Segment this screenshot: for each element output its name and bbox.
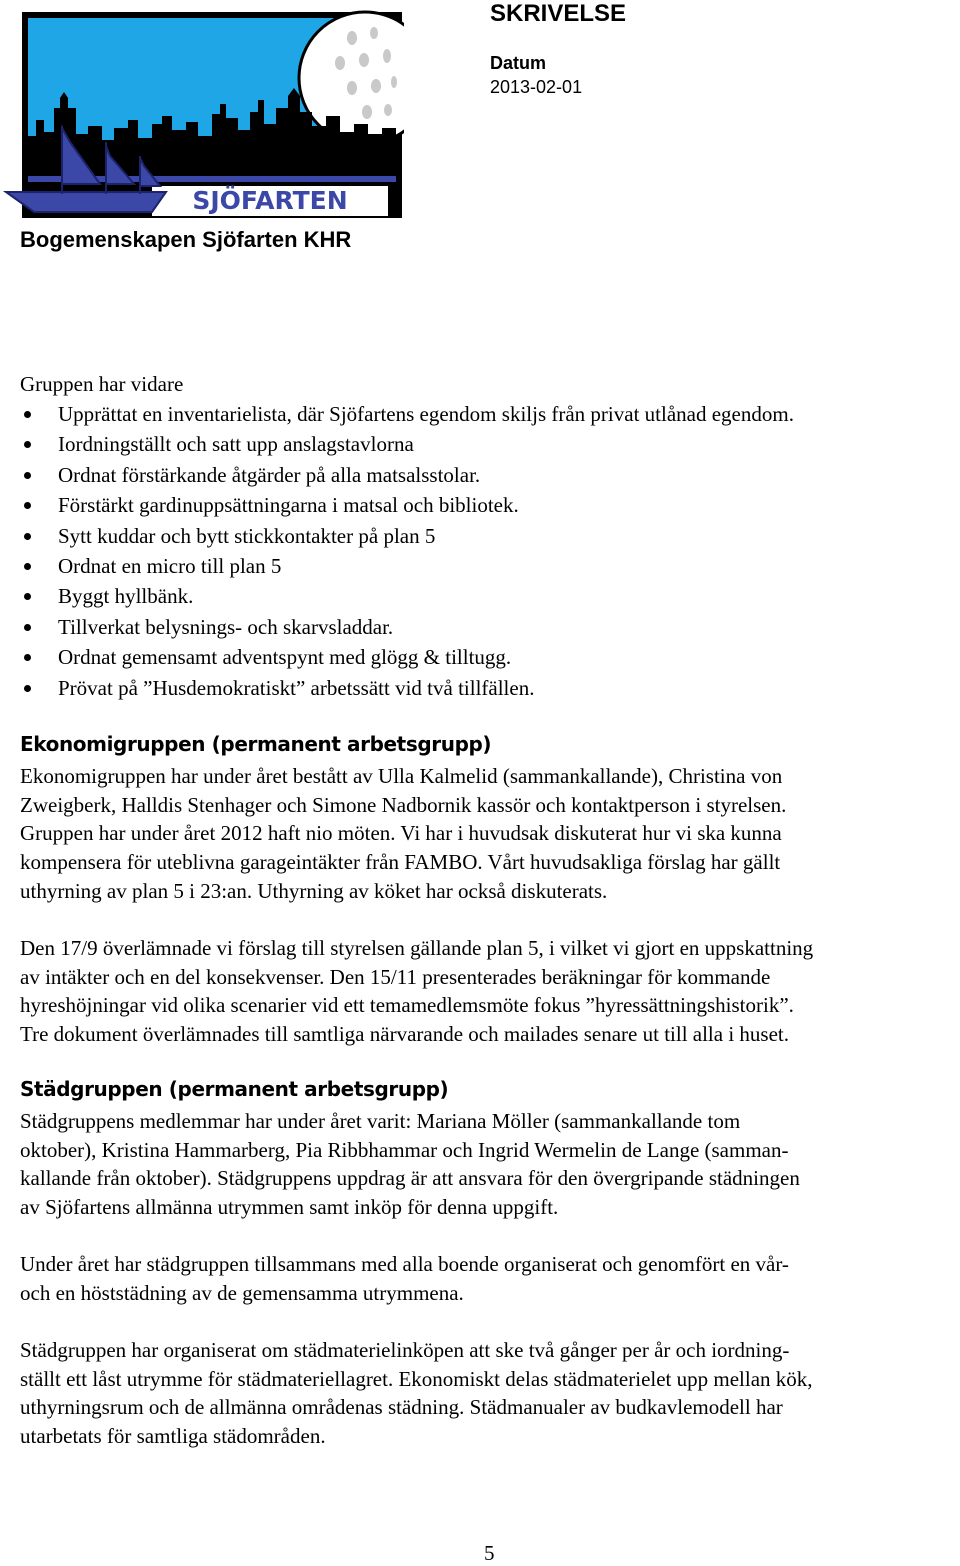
- list-item-text: Byggt hyllbänk.: [58, 584, 194, 609]
- bullet-icon: [24, 563, 31, 570]
- text-line: hyreshöjningar vid olika scenarier vid ett temamedlemsmöte fokus ”hyressättningshistorik”.: [20, 993, 794, 1018]
- list-item-text: Iordningställt och satt upp anslagstavlorna: [58, 432, 414, 457]
- organization-name: Bogemenskapen Sjöfarten KHR: [20, 227, 352, 252]
- bullet-icon: [24, 533, 31, 540]
- bullet-icon: [24, 654, 31, 661]
- text-line: Ekonomigruppen har under året bestått av Ulla Kalmelid (sammankallande), Christina von: [20, 764, 783, 788]
- text-line: av intäkter och en del konsekvenser. Den 15/11 presenterades beräkningar för kommande: [20, 964, 771, 989]
- text-line: av Sjöfartens allmänna utrymmen samt inköp för denna uppgift.: [20, 1195, 559, 1220]
- bullet-icon: [24, 441, 31, 448]
- text-line: Tre dokument överlämnades till samtliga närvarande och mailades senare ut till alla i huset.: [20, 1022, 790, 1047]
- text-line: kompensera för uteblivna garageintäkter från FAMBO. Vårt huvudsakliga förslag har gällt: [20, 850, 781, 875]
- intro-lead: Gruppen har vidare: [20, 372, 184, 396]
- economy-heading: Ekonomigruppen (permanent arbetsgrupp): [20, 732, 492, 756]
- text-line: Städgruppen har organiserat om städmaterielinköpen att ske två gånger per år och iordning-: [20, 1338, 790, 1362]
- cleaning-paragraph-2: [20, 1250, 960, 1307]
- document-type: SKRIVELSE: [490, 0, 627, 27]
- bullet-icon: [24, 472, 31, 479]
- text-line: Under året har städgruppen tillsammans med alla boende organiserat och genomfört en vår-: [20, 1252, 789, 1276]
- text-line: Den 17/9 överlämnade vi förslag till styrelsen gällande plan 5, i vilket vi gjort en uppskattning: [20, 936, 814, 960]
- economy-paragraph-1: [20, 762, 960, 906]
- cleaning-paragraph-1: [20, 1107, 960, 1222]
- list-item-text: Prövat på ”Husdemokratiskt” arbetssätt vid två tillfällen.: [58, 675, 535, 700]
- text-line: uthyrning av plan 5 i 23:an. Uthyrning av köket har också diskuterats.: [20, 878, 608, 903]
- list-item: [20, 490, 950, 520]
- sjofarten-logo: [2, 8, 404, 220]
- bullet-icon: [24, 593, 31, 600]
- text-line: uthyrningsrum och de allmänna områdenas städning. Städmanualer av budkavlemodell har: [20, 1395, 783, 1420]
- text-line: utarbetats för samtliga städområden.: [20, 1424, 326, 1449]
- text-line: Zweigberk, Halldis Stenhager och Simone Nadbornik kassör och kontaktperson i styrelsen.: [20, 792, 787, 817]
- list-item-text: Upprättat en inventarielista, där Sjöfartens egendom skiljs från privat utlånad egendom.: [58, 402, 794, 426]
- logo-text: SJÖFARTEN: [192, 186, 348, 215]
- list-item: [20, 429, 950, 459]
- text-line: och en höststädning av de gemensamma utrymmena.: [20, 1280, 464, 1305]
- cleaning-paragraph-3: [20, 1336, 960, 1451]
- cleaning-heading: Städgruppen (permanent arbetsgrupp): [20, 1077, 449, 1101]
- list-item: [20, 521, 950, 551]
- text-line: oktober), Kristina Hammarberg, Pia Ribbhammar och Ingrid Wermelin de Lange (samman-: [20, 1137, 789, 1162]
- list-item: [20, 673, 950, 703]
- bullet-icon: [24, 502, 31, 509]
- list-item: [20, 399, 950, 429]
- list-item-text: Tillverkat belysnings- och skarvsladdar.: [58, 614, 394, 639]
- list-item-text: Förstärkt gardinuppsättningarna i matsal och bibliotek.: [58, 493, 519, 518]
- list-item-text: Sytt kuddar och bytt stickkontakter på plan 5: [58, 523, 436, 548]
- bullet-icon: [24, 624, 31, 631]
- list-item-text: Ordnat förstärkande åtgärder på alla matsalsstolar.: [58, 462, 481, 487]
- list-item-text: Ordnat gemensamt adventspynt med glögg & tilltugg.: [58, 645, 512, 670]
- date-label: Datum: [490, 53, 547, 73]
- list-item: [20, 581, 950, 611]
- sjofarten-logo-graphic: [2, 8, 404, 220]
- text-line: ställt ett låst utrymme för städmateriellagret. Ekonomiskt delas städmaterielet upp mellan kök,: [20, 1366, 813, 1391]
- list-item: [20, 612, 950, 642]
- text-line: Städgruppens medlemmar har under året varit: Mariana Möller (sammankallande tom: [20, 1109, 741, 1133]
- bullet-icon: [24, 685, 31, 692]
- list-item-text: Ordnat en micro till plan 5: [58, 553, 282, 578]
- page-number: 5: [484, 1541, 495, 1565]
- list-item: [20, 460, 950, 490]
- intro-bullet-list: [20, 399, 950, 703]
- economy-paragraph-2: [20, 934, 960, 1049]
- date-value: 2013-02-01: [490, 77, 583, 97]
- text-line: kallande från oktober). Städgruppens uppdrag är att ansvara för den övergripande städningen: [20, 1166, 800, 1191]
- bullet-icon: [24, 411, 31, 418]
- text-line: Gruppen har under året 2012 haft nio möten. Vi har i huvudsak diskuterat hur vi ska kunna: [20, 821, 782, 846]
- list-item: [20, 642, 950, 672]
- list-item: [20, 551, 950, 581]
